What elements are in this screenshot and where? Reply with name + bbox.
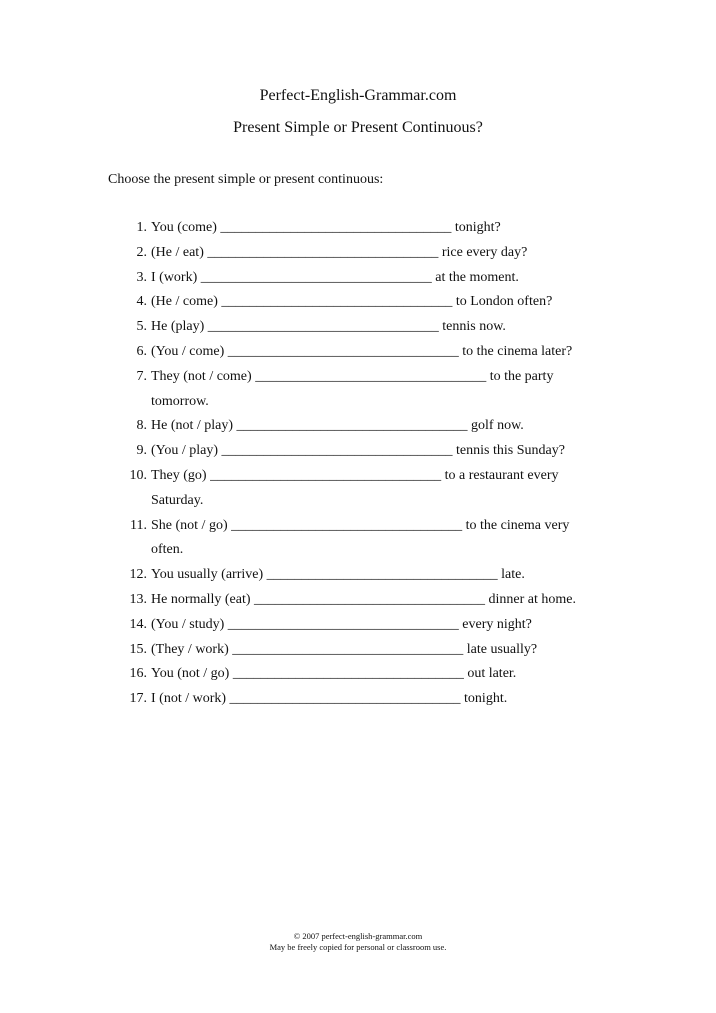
exercise-item [0, 315, 596, 340]
exercise-tail: to the cinema later? [462, 343, 573, 359]
exercise-item [0, 290, 596, 315]
footer [0, 931, 716, 953]
exercise-item [0, 439, 596, 464]
exercise-number: 10. [129, 467, 147, 483]
footer-copyright: © 2007 perfect-english-grammar.com [293, 931, 423, 941]
exercise-prompt: (He / come) [151, 294, 218, 310]
exercise-number: 7. [136, 368, 147, 384]
answer-blank: _________________________________ [229, 691, 461, 707]
exercise-prompt: (You / come) [151, 343, 225, 359]
exercise-item [0, 340, 596, 365]
exercise-number: 11. [130, 517, 147, 533]
exercise-item [0, 266, 596, 291]
answer-blank: _________________________________ [266, 567, 498, 583]
answer-blank: _________________________________ [210, 467, 442, 483]
exercise-item [0, 241, 596, 266]
exercise-item [0, 514, 596, 564]
exercise-item [0, 662, 596, 687]
exercise-tail: to a restaurant every Saturday. [151, 467, 559, 508]
instructions: Choose the present simple or present continuous: [108, 172, 384, 187]
exercise-tail: dinner at home. [488, 591, 576, 607]
exercise-prompt: (He / eat) [151, 244, 204, 260]
exercise-tail: tennis now. [442, 319, 506, 335]
exercise-number: 6. [136, 343, 147, 359]
exercise-number: 17. [129, 691, 147, 707]
exercise-number: 4. [136, 294, 147, 310]
exercise-item [0, 464, 596, 514]
exercise-number: 3. [136, 269, 147, 285]
exercise-prompt: They (go) [151, 467, 207, 483]
exercise-tail: late. [501, 567, 525, 583]
exercise-item [0, 563, 596, 588]
exercise-tail: late usually? [466, 641, 538, 657]
exercise-tail: at the moment. [435, 269, 519, 285]
exercise-list [0, 216, 716, 712]
exercise-tail: to the cinema very often. [151, 517, 570, 558]
exercise-number: 9. [136, 443, 147, 459]
exercise-prompt: She (not / go) [151, 517, 228, 533]
answer-blank: _________________________________ [232, 641, 464, 657]
exercise-tail: to London often? [455, 294, 553, 310]
exercise-prompt: He (play) [151, 319, 205, 335]
answer-blank: _________________________________ [255, 368, 487, 384]
site-title: Perfect-English-Grammar.com [259, 87, 457, 104]
answer-blank: _________________________________ [227, 616, 459, 632]
exercise-item [0, 216, 596, 241]
exercise-item [0, 414, 596, 439]
exercise-prompt: I (work) [151, 269, 198, 285]
exercise-number: 2. [136, 244, 147, 260]
exercise-tail: to the party tomorrow. [151, 368, 554, 409]
exercise-tail: golf now. [471, 418, 524, 434]
answer-blank: _________________________________ [236, 418, 468, 434]
exercise-prompt: (You / study) [151, 616, 225, 632]
exercise-prompt: You usually (arrive) [151, 567, 264, 583]
answer-blank: _________________________________ [254, 591, 486, 607]
answer-blank: _________________________________ [232, 666, 464, 682]
exercise-item [0, 365, 596, 415]
answer-blank: _________________________________ [220, 220, 452, 235]
exercise-tail: tonight? [454, 220, 501, 235]
exercise-item [0, 687, 596, 712]
exercise-item [0, 613, 596, 638]
footer-license: May be freely copied for personal or classroom use. [269, 942, 447, 952]
exercise-tail: out later. [467, 666, 517, 682]
exercise-prompt: (You / play) [151, 443, 219, 459]
exercise-item [0, 588, 596, 613]
exercise-number: 8. [136, 418, 147, 434]
exercise-number: 12. [129, 567, 147, 583]
exercise-prompt: I (not / work) [151, 691, 227, 707]
exercise-number: 16. [129, 666, 147, 682]
answer-blank: _________________________________ [207, 319, 439, 335]
answer-blank: _________________________________ [200, 269, 432, 285]
exercise-prompt: You (come) [151, 220, 217, 235]
exercise-number: 15. [129, 641, 147, 657]
exercise-prompt: He (not / play) [151, 418, 234, 434]
exercise-number: 5. [136, 319, 147, 335]
exercise-tail: tonight. [464, 691, 508, 707]
answer-blank: _________________________________ [231, 517, 463, 533]
answer-blank: _________________________________ [221, 294, 453, 310]
page-title: Present Simple or Present Continuous? [233, 119, 483, 136]
exercise-prompt: They (not / come) [151, 368, 252, 384]
exercise-number: 1. [136, 220, 147, 235]
exercise-number: 13. [129, 591, 147, 607]
exercise-prompt: (They / work) [151, 641, 229, 657]
exercise-item [0, 638, 596, 663]
exercise-tail: tennis this Sunday? [456, 443, 565, 459]
exercise-prompt: He normally (eat) [151, 591, 251, 607]
exercise-prompt: You (not / go) [151, 666, 230, 682]
answer-blank: _________________________________ [227, 343, 459, 359]
exercise-tail: rice every day? [441, 244, 528, 260]
answer-blank: _________________________________ [221, 443, 453, 459]
answer-blank: _________________________________ [207, 244, 439, 260]
exercise-tail: every night? [462, 616, 532, 632]
exercise-number: 14. [129, 616, 147, 632]
